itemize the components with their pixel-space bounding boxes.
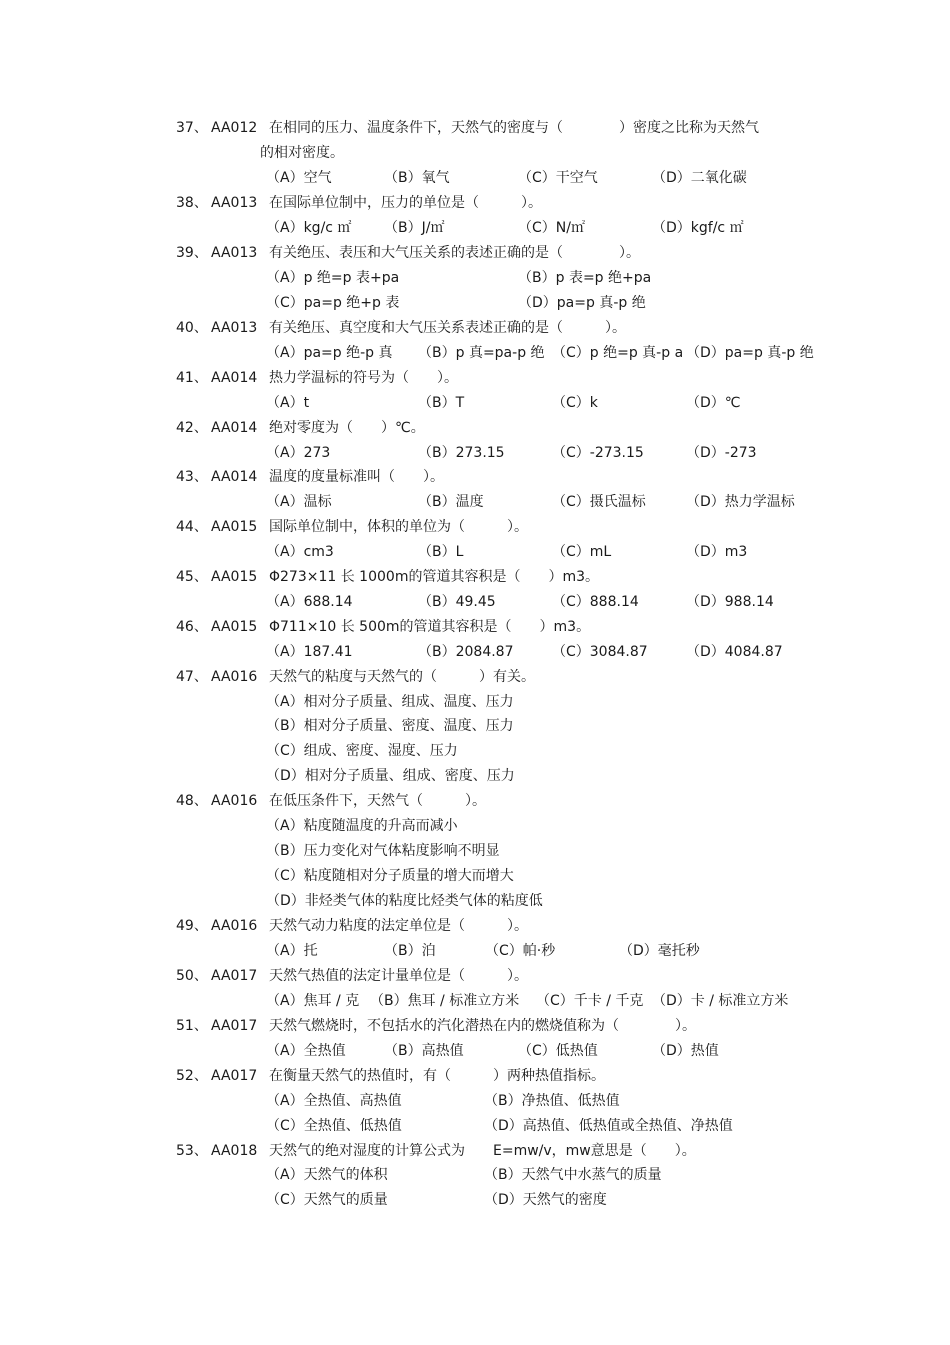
option-a: （A）187.41 — [266, 644, 353, 660]
question-text: 天然气燃烧时，不包括水的汽化潜热在内的燃烧值称为（ ）。 — [269, 1018, 696, 1034]
question-number: 50、 — [176, 968, 208, 984]
question-code: AA015 — [211, 619, 258, 635]
option-a: （A）688.14 — [266, 594, 353, 610]
question-code: AA015 — [211, 569, 258, 585]
question-code: AA016 — [211, 793, 258, 809]
question-text: 国际单位制中，体积的单位为（ ）。 — [269, 519, 528, 535]
option-a: （A）天然气的体积 — [266, 1167, 388, 1183]
question-text: 天然气的粘度与天然气的（ ）有关。 — [269, 669, 535, 685]
question-text: 有关绝压、真空度和大气压关系表述正确的是（ ）。 — [269, 320, 626, 336]
option-c: （C）全热值、低热值 — [266, 1118, 402, 1134]
question-number: 42、 — [176, 420, 208, 436]
option-c: （C）k — [552, 395, 598, 411]
question-text: Φ273×11 长 1000m的管道其容积是（ ）m3。 — [269, 569, 599, 585]
option-c: （C）帕·秒 — [485, 943, 556, 959]
option-a: （A）相对分子质量、组成、温度、压力 — [266, 694, 514, 710]
option-c: （C）N/㎡ — [518, 220, 585, 236]
question-code: AA014 — [211, 420, 258, 436]
question-code: AA012 — [211, 120, 258, 136]
question-text: 在国际单位制中，压力的单位是（ ）。 — [269, 195, 542, 211]
question-code: AA018 — [211, 1143, 258, 1159]
question-text: 绝对零度为（ ）℃。 — [269, 420, 425, 436]
option-a: （A）t — [266, 395, 310, 411]
option-d: （D）4084.87 — [686, 644, 783, 660]
option-b: （B）高热值 — [384, 1043, 464, 1059]
question-text: 在衡量天然气的热值时，有（ ）两种热值指标。 — [269, 1068, 605, 1084]
question-text: 热力学温标的符号为（ ）。 — [269, 370, 458, 386]
option-b: （B）273.15 — [418, 445, 505, 461]
option-b: （B）温度 — [418, 494, 484, 510]
option-d: （D）m3 — [686, 544, 748, 560]
question-text: 温度的度量标准叫（ ）。 — [269, 469, 444, 485]
question-number: 51、 — [176, 1018, 208, 1034]
question-code: AA017 — [211, 968, 258, 984]
question-text: 在低压条件下，天然气（ ）。 — [269, 793, 486, 809]
option-a: （A）全热值 — [266, 1043, 346, 1059]
option-a: （A）cm3 — [266, 544, 334, 560]
question-number: 39、 — [176, 245, 208, 261]
option-c: （C）干空气 — [518, 170, 598, 186]
option-d: （D）热值 — [652, 1043, 719, 1059]
option-b: （B）泊 — [384, 943, 436, 959]
option-c: （C）pa=p 绝+p 表 — [266, 295, 400, 311]
option-a: （A）全热值、高热值 — [266, 1093, 402, 1109]
question-number: 52、 — [176, 1068, 208, 1084]
option-c: （C）粘度随相对分子质量的增大而增大 — [266, 868, 514, 884]
option-b: （B）压力变化对气体粘度影响不明显 — [266, 843, 500, 859]
option-b: （B）2084.87 — [418, 644, 514, 660]
option-a: （A）温标 — [266, 494, 332, 510]
question-text: 天然气热值的法定计量单位是（ ）。 — [269, 968, 528, 984]
question-number: 43、 — [176, 469, 208, 485]
option-d: （D）天然气的密度 — [484, 1192, 607, 1208]
question-number: 41、 — [176, 370, 208, 386]
option-d: （D）二氧化碳 — [652, 170, 747, 186]
option-d: （D）卡 / 标准立方米 — [652, 993, 789, 1009]
question-text: 天然气动力粘度的法定单位是（ ）。 — [269, 918, 528, 934]
option-c: （C）p 绝=p 真-p a — [552, 345, 684, 361]
option-c: （C）888.14 — [552, 594, 639, 610]
option-d: （D）高热值、低热值或全热值、净热值 — [484, 1118, 733, 1134]
question-text: 在相同的压力、温度条件下，天然气的密度与（ ）密度之比称为天然气 — [269, 120, 759, 136]
option-c: （C）3084.87 — [552, 644, 648, 660]
option-c: （C）摄氏温标 — [552, 494, 646, 510]
option-b: （B）相对分子质量、密度、温度、压力 — [266, 718, 514, 734]
option-a: （A）焦耳 / 克 — [266, 993, 360, 1009]
question-code: AA017 — [211, 1068, 258, 1084]
option-d: （D）-273 — [686, 445, 757, 461]
option-a: （A）kg/c ㎡ — [266, 220, 352, 236]
option-c: （C）mL — [552, 544, 612, 560]
option-c: （C）千卡 / 千克 — [536, 993, 644, 1009]
question-code: AA016 — [211, 669, 258, 685]
question-code: AA013 — [211, 320, 258, 336]
option-a: （A）托 — [266, 943, 318, 959]
option-b: （B）p 表=p 绝+pa — [518, 270, 652, 286]
option-b: （B）天然气中水蒸气的质量 — [484, 1167, 662, 1183]
option-d: （D）非烃类气体的粘度比烃类气体的粘度低 — [266, 893, 543, 909]
question-text: 天然气的绝对湿度的计算公式为 E=mw/v，mw意思是（ ）。 — [269, 1143, 696, 1159]
question-number: 53、 — [176, 1143, 208, 1159]
option-a: （A）粘度随温度的升高而减小 — [266, 818, 458, 834]
question-text: Φ711×10 长 500m的管道其容积是（ ）m3。 — [269, 619, 591, 635]
option-b: （B）J/㎡ — [384, 220, 445, 236]
question-code: AA013 — [211, 245, 258, 261]
question-code: AA017 — [211, 1018, 258, 1034]
option-a: （A）空气 — [266, 170, 332, 186]
option-a: （A）p 绝=p 表+pa — [266, 270, 400, 286]
option-b: （B）L — [418, 544, 464, 560]
question-text-continued: 的相对密度。 — [260, 145, 344, 161]
option-c: （C）天然气的质量 — [266, 1192, 388, 1208]
option-d: （D）988.14 — [686, 594, 774, 610]
option-a: （A）pa=p 绝-p 真 — [266, 345, 393, 361]
option-c: （C）-273.15 — [552, 445, 644, 461]
option-b: （B）T — [418, 395, 465, 411]
option-c: （C）低热值 — [518, 1043, 598, 1059]
option-a: （A）273 — [266, 445, 331, 461]
question-number: 47、 — [176, 669, 208, 685]
question-number: 44、 — [176, 519, 208, 535]
option-d: （D）相对分子质量、组成、密度、压力 — [266, 768, 515, 784]
question-number: 38、 — [176, 195, 208, 211]
question-number: 40、 — [176, 320, 208, 336]
question-code: AA015 — [211, 519, 258, 535]
option-d: （D）pa=p 真-p 绝 — [518, 295, 646, 311]
option-b: （B）氧气 — [384, 170, 450, 186]
option-b: （B）49.45 — [418, 594, 496, 610]
option-d: （D）热力学温标 — [686, 494, 795, 510]
option-d: （D）毫托秒 — [619, 943, 700, 959]
option-d: （D）kgf/c ㎡ — [652, 220, 744, 236]
question-code: AA013 — [211, 195, 258, 211]
question-code: AA016 — [211, 918, 258, 934]
option-b: （B）净热值、低热值 — [484, 1093, 620, 1109]
question-text: 有关绝压、表压和大气压关系的表述正确的是（ ）。 — [269, 245, 640, 261]
question-number: 37、 — [176, 120, 208, 136]
option-b: （B）p 真=pa-p 绝 — [418, 345, 545, 361]
question-code: AA014 — [211, 370, 258, 386]
question-number: 49、 — [176, 918, 208, 934]
question-code: AA014 — [211, 469, 258, 485]
option-d: （D）pa=p 真-p 绝 — [686, 345, 814, 361]
option-d: （D）℃ — [686, 395, 741, 411]
question-number: 48、 — [176, 793, 208, 809]
question-number: 45、 — [176, 569, 208, 585]
option-c: （C）组成、密度、湿度、压力 — [266, 743, 458, 759]
option-b: （B）焦耳 / 标准立方米 — [370, 993, 520, 1009]
question-number: 46、 — [176, 619, 208, 635]
